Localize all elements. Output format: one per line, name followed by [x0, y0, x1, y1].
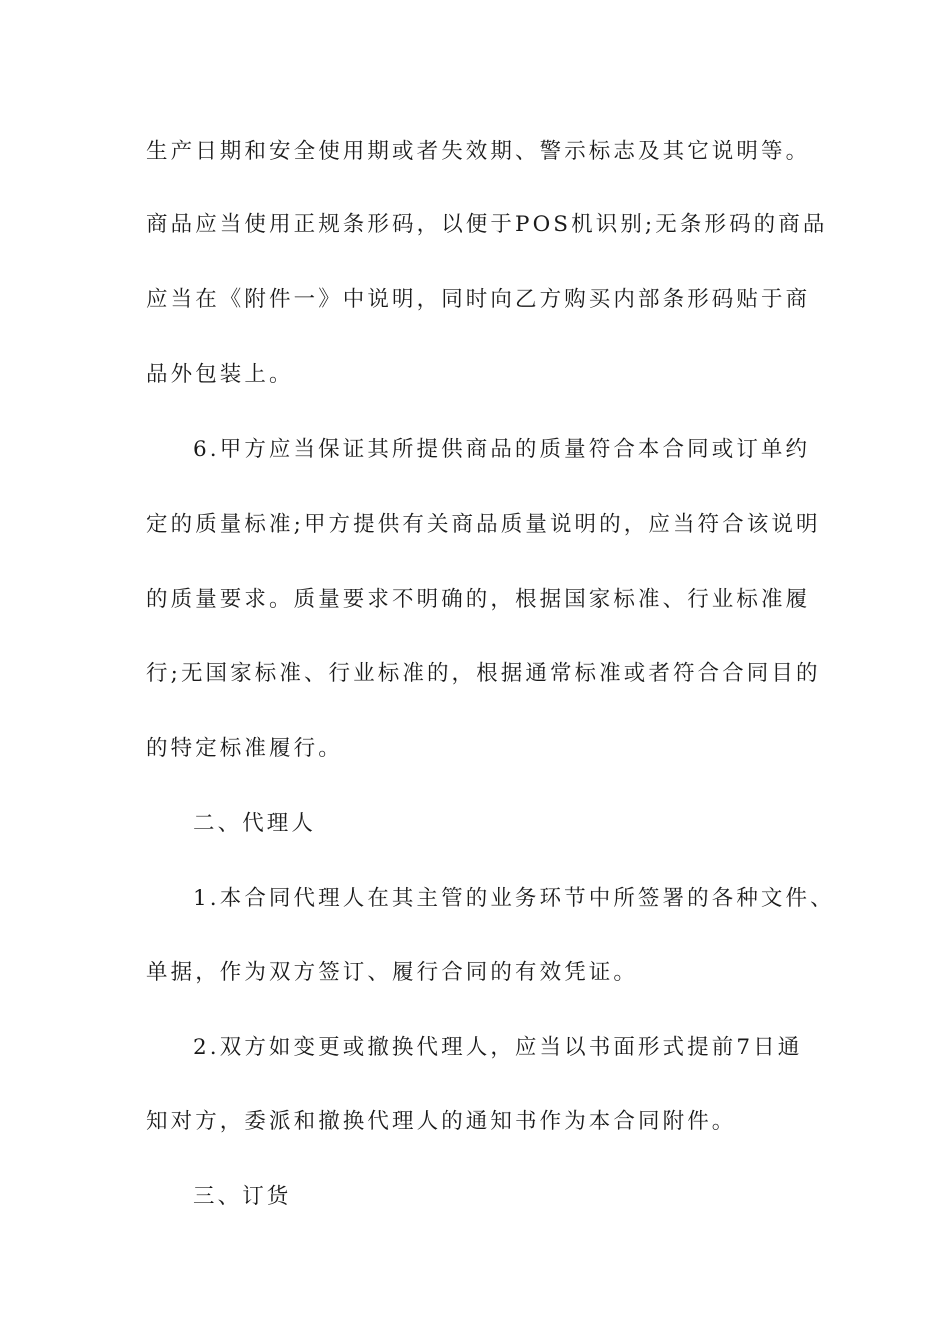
text-line: 行;无国家标准、行业标准的，根据通常标准或者符合合同目的: [146, 661, 821, 686]
paragraph-start-line: 2.双方如变更或撤换代理人，应当以书面形式提前7日通: [193, 1035, 803, 1060]
section-heading-agent: 二、代理人: [193, 811, 317, 836]
text-line: 单据，作为双方签订、履行合同的有效凭证。: [146, 960, 639, 985]
text-line: 定的质量标准;甲方提供有关商品质量说明的，应当符合该说明: [146, 512, 821, 537]
text-line: 商品应当使用正规条形码，以便于POS机识别;无条形码的商品: [146, 212, 828, 237]
section-heading-ordering: 三、订货: [193, 1184, 292, 1209]
text-line: 品外包装上。: [146, 362, 294, 387]
text-line: 生产日期和安全使用期或者失效期、警示标志及其它说明等。: [146, 139, 811, 164]
text-line: 的质量要求。质量要求不明确的，根据国家标准、行业标准履: [146, 587, 811, 612]
text-line: 应当在《附件一》中说明，同时向乙方购买内部条形码贴于商: [146, 287, 811, 312]
paragraph-start-line: 1.本合同代理人在其主管的业务环节中所签署的各种文件、: [193, 886, 835, 911]
paragraph-start-line: 6.甲方应当保证其所提供商品的质量符合本合同或订单约: [193, 437, 811, 462]
text-line: 的特定标准履行。: [146, 736, 343, 761]
text-line: 知对方，委派和撤换代理人的通知书作为本合同附件。: [146, 1109, 737, 1134]
